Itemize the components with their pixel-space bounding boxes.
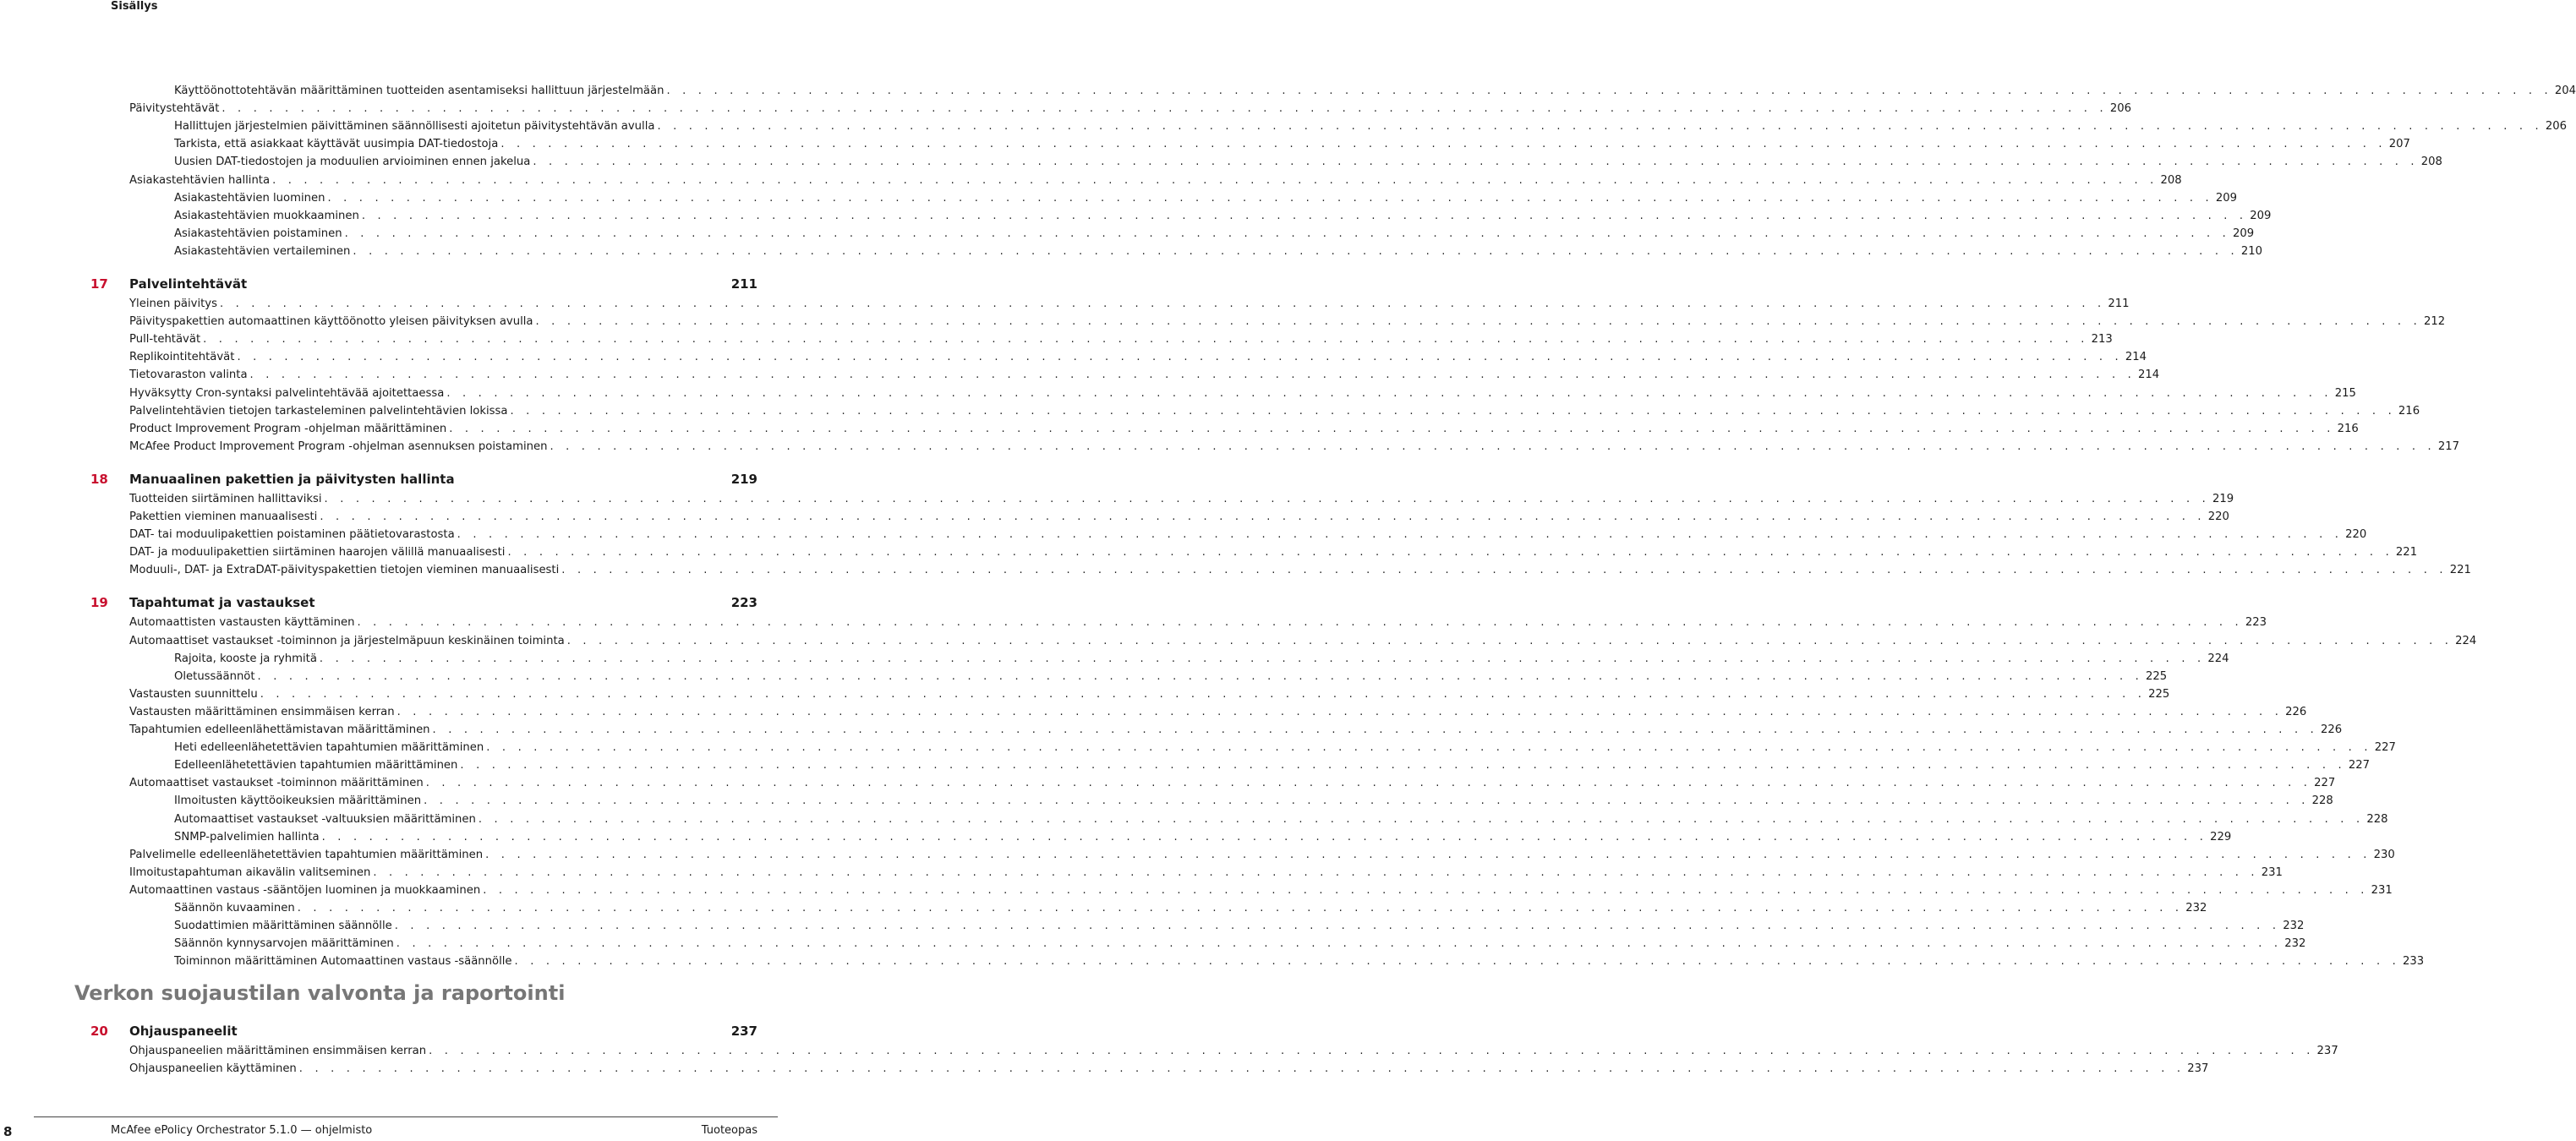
toc-entry[interactable]: [129, 1057, 2209, 1076]
dot-leader: . . . . . . . . . . . . . . . . . . . . . . . . . . . . . . . . . . . . . . . . . . . . . . . . . . . . . . . . . . . . . . . . . . . . . . . . . . . . . . . . . . . . . . . . . . . . . . . . . . . . . . . . . . . . . . . . . . . . . . . .: [510, 404, 2396, 418]
toc-entry-title: Säännön kuvaaminen: [174, 902, 298, 915]
toc-entry-title: Ohjauspaneelien määrittäminen ensimmäisen kerran: [129, 1045, 429, 1058]
toc-entry[interactable]: [174, 932, 2306, 951]
toc-entry[interactable]: [174, 79, 2576, 98]
toc-entry-page: 225: [2148, 687, 2170, 701]
toc-entry-page: 216: [2398, 404, 2420, 418]
footer-product: McAfee ePolicy Orchestrator 5.1.0 — ohjelmisto: [111, 1124, 373, 1137]
toc-entry-page: 226: [2285, 705, 2307, 718]
toc-entry[interactable]: [129, 1040, 2338, 1058]
toc-entry[interactable]: [129, 169, 2182, 188]
toc-entry-title: Käyttöönottotehtävän määrittäminen tuotteiden asentamiseksi hallittuun järjestelmään: [174, 85, 666, 98]
toc-entry-title: Säännön kynnysarvojen määrittäminen: [174, 937, 397, 951]
footer-page-number: 8: [3, 1124, 13, 1139]
toc-entry-title: Asiakastehtävien vertaileminen: [174, 245, 353, 259]
toc-entry-title: Toiminnon määrittäminen Automaattinen vastaus -säännölle: [174, 955, 515, 969]
dot-leader: . . . . . . . . . . . . . . . . . . . . . . . . . . . . . . . . . . . . . . . . . . . . . . . . . . . . . . . . . . . . . . . . . . . . . . . . . . . . . . . . . . . . . . . . . . . . . . . . . . . . . . . . . . . . . . . . . . . . . . . .: [272, 173, 2158, 187]
dot-leader: . . . . . . . . . . . . . . . . . . . . . . . . . . . . . . . . . . . . . . . . . . . . . . . . . . . . . . . . . . . . . . . . . . . . . . . . . . . . . . . . . . . . . . . . . . . . . . . . . . . . . . . . . . . . . . . . . . . . . . . .: [425, 777, 2312, 790]
dot-leader: . . . . . . . . . . . . . . . . . . . . . . . . . . . . . . . . . . . . . . . . . . . . . . . . . . . . . . . . . . . . . . . . . . . . . . . . . . . . . . . . . . . . . . . . . . . . . . . . . . . . . . . . . . . . . . . . . . . . . . . .: [203, 333, 2089, 347]
toc-entry[interactable]: [129, 488, 2234, 506]
toc-entry-title: DAT- ja moduulipakettien siirtäminen haarojen välillä manuaalisesti: [129, 546, 507, 560]
toc-entry-page: 214: [2137, 369, 2160, 382]
chapter-number: 19: [90, 595, 108, 611]
toc-entry[interactable]: [129, 346, 2147, 364]
toc-entry-title: Moduuli-, DAT- ja ExtraDAT-päivityspakettien tietojen vieminen manuaalisesti: [129, 564, 561, 577]
toc-entry-page: 230: [2373, 848, 2395, 861]
toc-entry-page: 228: [2311, 794, 2333, 808]
toc-entry[interactable]: [174, 205, 2272, 223]
toc-entry[interactable]: [129, 861, 2283, 880]
toc-entry-title: Palvelimelle edelleenlähetettävien tapahtumien määrittäminen: [129, 849, 485, 862]
toc-entry[interactable]: [174, 665, 2168, 684]
toc-entry-title: Oletussäännöt: [174, 670, 258, 684]
toc-entry-page: 208: [2420, 156, 2442, 169]
dot-leader: . . . . . . . . . . . . . . . . . . . . . . . . . . . . . . . . . . . . . . . . . . . . . . . . . . . . . . . . . . . . . . . . . . . . . . . . . . . . . . . . . . . . . . . . . . . . . . . . . . . . . . . . . . . . . . . . . . . . . . . .: [353, 244, 2239, 258]
dot-leader: . . . . . . . . . . . . . . . . . . . . . . . . . . . . . . . . . . . . . . . . . . . . . . . . . . . . . . . . . . . . . . . . . . . . . . . . . . . . . . . . . . . . . . . . . . . . . . . . . . . . . . . . . . . . . . . . . . . . . . . .: [500, 138, 2387, 151]
toc-entry-page: 232: [2284, 937, 2306, 951]
dot-leader: . . . . . . . . . . . . . . . . . . . . . . . . . . . . . . . . . . . . . . . . . . . . . . . . . . . . . . . . . . . . . . . . . . . . . . . . . . . . . . . . . . . . . . . . . . . . . . . . . . . . . . . . . . . . . . . . . . . . . . . .: [222, 102, 2108, 116]
dot-leader: . . . . . . . . . . . . . . . . . . . . . . . . . . . . . . . . . . . . . . . . . . . . . . . . . . . . . . . . . . . . . . . . . . . . . . . . . . . . . . . . . . . . . . . . . . . . . . . . . . . . . . . . . . . . . . . . . . . . . . . .: [320, 510, 2206, 523]
dot-leader: . . . . . . . . . . . . . . . . . . . . . . . . . . . . . . . . . . . . . . . . . . . . . . . . . . . . . . . . . . . . . . . . . . . . . . . . . . . . . . . . . . . . . . . . . . . . . . . . . . . . . . . . . . . . . . . . . . . . . . . .: [666, 85, 2552, 97]
dot-leader: . . . . . . . . . . . . . . . . . . . . . . . . . . . . . . . . . . . . . . . . . . . . . . . . . . . . . . . . . . . . . . . . . . . . . . . . . . . . . . . . . . . . . . . . . . . . . . . . . . . . . . . . . . . . . . . . . . . . . . . .: [561, 564, 2447, 577]
toc-entry-page: 221: [2449, 564, 2471, 577]
dot-leader: . . . . . . . . . . . . . . . . . . . . . . . . . . . . . . . . . . . . . . . . . . . . . . . . . . . . . . . . . . . . . . . . . . . . . . . . . . . . . . . . . . . . . . . . . . . . . . . . . . . . . . . . . . . . . . . . . . . . . . . .: [507, 546, 2393, 560]
dot-leader: . . . . . . . . . . . . . . . . . . . . . . . . . . . . . . . . . . . . . . . . . . . . . . . . . . . . . . . . . . . . . . . . . . . . . . . . . . . . . . . . . . . . . . . . . . . . . . . . . . . . . . . . . . . . . . . . . . . . . . . .: [327, 191, 2213, 205]
toc-entry-page: 206: [2545, 120, 2568, 134]
dot-leader: . . . . . . . . . . . . . . . . . . . . . . . . . . . . . . . . . . . . . . . . . . . . . . . . . . . . . . . . . . . . . . . . . . . . . . . . . . . . . . . . . . . . . . . . . . . . . . . . . . . . . . . . . . . . . . . . . . . . . . . .: [297, 902, 2184, 914]
toc-entry[interactable]: [129, 683, 2170, 702]
toc-entry-title: Asiakastehtävien luominen: [174, 192, 327, 205]
dot-leader: . . . . . . . . . . . . . . . . . . . . . . . . . . . . . . . . . . . . . . . . . . . . . . . . . . . . . . . . . . . . . . . . . . . . . . . . . . . . . . . . . . . . . . . . . . . . . . . . . . . . . . . . . . . . . . . . . . . . . . . .: [429, 1045, 2315, 1057]
chapter-title: Tapahtumat ja vastaukset: [129, 595, 315, 611]
dot-leader: . . . . . . . . . . . . . . . . . . . . . . . . . . . . . . . . . . . . . . . . . . . . . . . . . . . . . . . . . . . . . . . . . . . . . . . . . . . . . . . . . . . . . . . . . . . . . . . . . . . . . . . . . . . . . . . . . . . . . . . .: [446, 386, 2333, 400]
toc-entry-page: 209: [2250, 209, 2272, 222]
toc-entry-page: 213: [2091, 333, 2113, 347]
dot-leader: . . . . . . . . . . . . . . . . . . . . . . . . . . . . . . . . . . . . . . . . . . . . . . . . . . . . . . . . . . . . . . . . . . . . . . . . . . . . . . . . . . . . . . . . . . . . . . . . . . . . . . . . . . . . . . . . . . . . . . . .: [319, 652, 2206, 665]
toc-entry-page: 233: [2402, 955, 2425, 969]
toc-entry-page: 219: [2212, 492, 2234, 505]
toc-entry-page: 214: [2125, 351, 2147, 364]
dot-leader: . . . . . . . . . . . . . . . . . . . . . . . . . . . . . . . . . . . . . . . . . . . . . . . . . . . . . . . . . . . . . . . . . . . . . . . . . . . . . . . . . . . . . . . . . . . . . . . . . . . . . . . . . . . . . . . . . . . . . . . .: [361, 209, 2248, 222]
toc-entry-page: 231: [2371, 883, 2393, 897]
dot-leader: . . . . . . . . . . . . . . . . . . . . . . . . . . . . . . . . . . . . . . . . . . . . . . . . . . . . . . . . . . . . . . . . . . . . . . . . . . . . . . . . . . . . . . . . . . . . . . . . . . . . . . . . . . . . . . . . . . . . . . . .: [373, 865, 2259, 879]
dot-leader: . . . . . . . . . . . . . . . . . . . . . . . . . . . . . . . . . . . . . . . . . . . . . . . . . . . . . . . . . . . . . . . . . . . . . . . . . . . . . . . . . . . . . . . . . . . . . . . . . . . . . . . . . . . . . . . . . . . . . . . .: [321, 830, 2208, 843]
toc-entry[interactable]: [174, 150, 2442, 169]
toc-entry-page: 232: [2185, 902, 2207, 914]
toc-entry[interactable]: [174, 914, 2305, 933]
dot-leader: . . . . . . . . . . . . . . . . . . . . . . . . . . . . . . . . . . . . . . . . . . . . . . . . . . . . . . . . . . . . . . . . . . . . . . . . . . . . . . . . . . . . . . . . . . . . . . . . . . . . . . . . . . . . . . . . . . . . . . . .: [260, 687, 2147, 701]
dot-leader: . . . . . . . . . . . . . . . . . . . . . . . . . . . . . . . . . . . . . . . . . . . . . . . . . . . . . . . . . . . . . . . . . . . . . . . . . . . . . . . . . . . . . . . . . . . . . . . . . . . . . . . . . . . . . . . . . . . . . . . .: [324, 492, 2210, 505]
dot-leader: . . . . . . . . . . . . . . . . . . . . . . . . . . . . . . . . . . . . . . . . . . . . . . . . . . . . . . . . . . . . . . . . . . . . . . . . . . . . . . . . . . . . . . . . . . . . . . . . . . . . . . . . . . . . . . . . . . . . . . . .: [219, 298, 2106, 310]
toc-entry-page: 207: [2388, 138, 2410, 151]
dot-leader: . . . . . . . . . . . . . . . . . . . . . . . . . . . . . . . . . . . . . . . . . . . . . . . . . . . . . . . . . . . . . . . . . . . . . . . . . . . . . . . . . . . . . . . . . . . . . . . . . . . . . . . . . . . . . . . . . . . . . . . .: [298, 1062, 2185, 1076]
dot-leader: . . . . . . . . . . . . . . . . . . . . . . . . . . . . . . . . . . . . . . . . . . . . . . . . . . . . . . . . . . . . . . . . . . . . . . . . . . . . . . . . . . . . . . . . . . . . . . . . . . . . . . . . . . . . . . . . . . . . . . . .: [396, 937, 2283, 951]
toc-entry-title: Vastausten suunnittelu: [129, 688, 260, 702]
chapter-heading[interactable]: [90, 273, 757, 292]
toc-entry-page: 215: [2334, 386, 2356, 400]
toc-entry[interactable]: [129, 879, 2393, 898]
toc-entry-page: 224: [2207, 652, 2229, 665]
toc-entry-title: Pakettien vieminen manuaalisesti: [129, 510, 320, 524]
chapter-heading[interactable]: [90, 592, 757, 610]
toc-entry-title: Päivityspakettien automaattinen käyttöönotto yleisen päivityksen avulla: [129, 315, 536, 329]
dot-leader: . . . . . . . . . . . . . . . . . . . . . . . . . . . . . . . . . . . . . . . . . . . . . . . . . . . . . . . . . . . . . . . . . . . . . . . . . . . . . . . . . . . . . . . . . . . . . . . . . . . . . . . . . . . . . . . . . . . . . . . .: [249, 369, 2136, 382]
toc-entry-page: 227: [2374, 741, 2396, 755]
chapter-page: 223: [730, 595, 757, 611]
toc-entry[interactable]: [129, 363, 2160, 382]
toc-entry-title: Tarkista, että asiakkaat käyttävät uusimpia DAT-tiedostoja: [174, 138, 500, 151]
chapter-heading[interactable]: [90, 468, 757, 487]
dot-leader: . . . . . . . . . . . . . . . . . . . . . . . . . . . . . . . . . . . . . . . . . . . . . . . . . . . . . . . . . . . . . . . . . . . . . . . . . . . . . . . . . . . . . . . . . . . . . . . . . . . . . . . . . . . . . . . . . . . . . . . .: [237, 351, 2123, 364]
dot-leader: . . . . . . . . . . . . . . . . . . . . . . . . . . . . . . . . . . . . . . . . . . . . . . . . . . . . . . . . . . . . . . . . . . . . . . . . . . . . . . . . . . . . . . . . . . . . . . . . . . . . . . . . . . . . . . . . . . . . . . . .: [344, 227, 2231, 240]
dot-leader: . . . . . . . . . . . . . . . . . . . . . . . . . . . . . . . . . . . . . . . . . . . . . . . . . . . . . . . . . . . . . . . . . . . . . . . . . . . . . . . . . . . . . . . . . . . . . . . . . . . . . . . . . . . . . . . . . . . . . . . .: [478, 812, 2365, 826]
toc-entry-title: Pull-tehtävät: [129, 333, 203, 347]
toc-entry[interactable]: [129, 505, 2229, 524]
toc-entry[interactable]: [129, 843, 2395, 862]
dot-leader: . . . . . . . . . . . . . . . . . . . . . . . . . . . . . . . . . . . . . . . . . . . . . . . . . . . . . . . . . . . . . . . . . . . . . . . . . . . . . . . . . . . . . . . . . . . . . . . . . . . . . . . . . . . . . . . . . . . . . . . .: [457, 528, 2344, 542]
toc-entry-page: 204: [2554, 85, 2576, 97]
toc-entry[interactable]: [174, 950, 2425, 969]
chapter-page: 211: [730, 276, 757, 292]
running-header: Sisällys: [111, 0, 158, 13]
toc-entry-title: Asiakastehtävien muokkaaminen: [174, 210, 362, 223]
toc-entry[interactable]: [129, 292, 2130, 311]
toc-entry-page: 227: [2348, 759, 2371, 772]
toc-entry[interactable]: [174, 789, 2333, 808]
toc-entry[interactable]: [174, 897, 2207, 915]
toc-entry-page: 223: [2245, 616, 2267, 630]
toc-entry-title: Hallittujen järjestelmien päivittäminen säännöllisesti ajoitetun päivitystehtävän avulla: [174, 120, 657, 134]
dot-leader: . . . . . . . . . . . . . . . . . . . . . . . . . . . . . . . . . . . . . . . . . . . . . . . . . . . . . . . . . . . . . . . . . . . . . . . . . . . . . . . . . . . . . . . . . . . . . . . . . . . . . . . . . . . . . . . . . . . . . . . .: [535, 315, 2421, 329]
toc-entry[interactable]: [129, 541, 2418, 560]
toc-entry-title: Heti edelleenlähetettävien tapahtumien määrittäminen: [174, 741, 486, 755]
toc-entry-page: 208: [2160, 173, 2182, 187]
toc-entry-title: Automaattiset vastaukset -toiminnon ja järjestelmäpuun keskinäinen toiminta: [129, 635, 567, 648]
toc-entry-title: Automaattisten vastausten käyttäminen: [129, 616, 357, 630]
toc-entry-title: Uusien DAT-tiedostojen ja moduulien arvioiminen ennen jakelua: [174, 156, 533, 169]
toc-entry-title: Tapahtumien edelleenlähettämistavan määrittäminen: [129, 723, 433, 737]
toc-entry[interactable]: [174, 115, 2568, 134]
part-title: Verkon suojaustilan valvonta ja raportointi: [74, 981, 566, 1005]
toc-entry-title: DAT- tai moduulipakettien poistaminen päätietovarastosta: [129, 528, 457, 542]
toc-entry[interactable]: [129, 97, 2131, 116]
footer-divider: [34, 1116, 778, 1117]
chapter-number: 18: [90, 471, 108, 487]
toc-entry[interactable]: [129, 718, 2343, 737]
toc-entry-title: Automaattiset vastaukset -valtuuksien määrittäminen: [174, 813, 479, 827]
toc-entry[interactable]: [129, 611, 2267, 630]
toc-entry[interactable]: [129, 701, 2307, 719]
toc-entry-title: Rajoita, kooste ja ryhmitä: [174, 652, 320, 666]
toc-entry-title: Ilmoitustapahtuman aikavälin valitseminen: [129, 866, 373, 880]
dot-leader: . . . . . . . . . . . . . . . . . . . . . . . . . . . . . . . . . . . . . . . . . . . . . . . . . . . . . . . . . . . . . . . . . . . . . . . . . . . . . . . . . . . . . . . . . . . . . . . . . . . . . . . . . . . . . . . . . . . . . . . .: [432, 723, 2318, 736]
toc-entry[interactable]: [129, 400, 2420, 418]
dot-leader: . . . . . . . . . . . . . . . . . . . . . . . . . . . . . . . . . . . . . . . . . . . . . . . . . . . . . . . . . . . . . . . . . . . . . . . . . . . . . . . . . . . . . . . . . . . . . . . . . . . . . . . . . . . . . . . . . . . . . . . .: [657, 120, 2543, 134]
toc-entry-page: 216: [2337, 422, 2359, 435]
toc-entry-title: Asiakastehtävien hallinta: [129, 174, 272, 188]
toc-entry-page: 225: [2145, 669, 2168, 683]
dot-leader: . . . . . . . . . . . . . . . . . . . . . . . . . . . . . . . . . . . . . . . . . . . . . . . . . . . . . . . . . . . . . . . . . . . . . . . . . . . . . . . . . . . . . . . . . . . . . . . . . . . . . . . . . . . . . . . . . . . . . . . .: [397, 705, 2283, 718]
toc-entry-title: Asiakastehtävien poistaminen: [174, 227, 345, 241]
toc-entry-title: Automaattiset vastaukset -toiminnon määrittäminen: [129, 777, 426, 790]
toc-entry-page: 221: [2395, 546, 2418, 560]
dot-leader: . . . . . . . . . . . . . . . . . . . . . . . . . . . . . . . . . . . . . . . . . . . . . . . . . . . . . . . . . . . . . . . . . . . . . . . . . . . . . . . . . . . . . . . . . . . . . . . . . . . . . . . . . . . . . . . . . . . . . . . .: [533, 156, 2419, 169]
toc-entry-page: 211: [2108, 298, 2130, 310]
toc-entry-page: 206: [2109, 102, 2131, 116]
toc-entry-page: 232: [2283, 920, 2305, 933]
toc-entry-page: 229: [2210, 830, 2232, 843]
toc-entry-page: 212: [2423, 315, 2446, 329]
dot-leader: . . . . . . . . . . . . . . . . . . . . . . . . . . . . . . . . . . . . . . . . . . . . . . . . . . . . . . . . . . . . . . . . . . . . . . . . . . . . . . . . . . . . . . . . . . . . . . . . . . . . . . . . . . . . . . . . . . . . . . . .: [514, 955, 2400, 969]
toc-entry-page: 231: [2261, 865, 2283, 879]
toc-entry-page: 210: [2240, 244, 2263, 258]
toc-entry[interactable]: [174, 754, 2371, 772]
toc-entry[interactable]: [129, 328, 2113, 347]
toc-entry-page: 224: [2455, 634, 2477, 647]
toc-entry-page: 226: [2320, 723, 2343, 736]
toc-entry-page: 209: [2233, 227, 2255, 240]
dot-leader: . . . . . . . . . . . . . . . . . . . . . . . . . . . . . . . . . . . . . . . . . . . . . . . . . . . . . . . . . . . . . . . . . . . . . . . . . . . . . . . . . . . . . . . . . . . . . . . . . . . . . . . . . . . . . . . . . . . . . . . .: [483, 883, 2369, 897]
chapter-page: 219: [730, 471, 757, 487]
toc-entry[interactable]: [174, 222, 2255, 241]
toc-entry-title: Palvelintehtävien tietojen tarkasteleminen palvelintehtävien lokissa: [129, 405, 510, 418]
toc-entry[interactable]: [129, 523, 2367, 542]
chapter-number: 20: [90, 1024, 108, 1039]
toc-entry-title: Vastausten määrittäminen ensimmäisen kerran: [129, 706, 397, 719]
toc-entry[interactable]: [129, 435, 2460, 454]
footer-doc-type: Tuoteopas: [701, 1124, 757, 1137]
chapter-heading[interactable]: [90, 1020, 757, 1039]
dot-leader: . . . . . . . . . . . . . . . . . . . . . . . . . . . . . . . . . . . . . . . . . . . . . . . . . . . . . . . . . . . . . . . . . . . . . . . . . . . . . . . . . . . . . . . . . . . . . . . . . . . . . . . . . . . . . . . . . . . . . . . .: [485, 848, 2371, 861]
toc-entry-title: Suodattimien määrittäminen säännölle: [174, 920, 395, 933]
toc-entry-title: Replikointitehtävät: [129, 351, 237, 364]
toc-entry-title: Tietovaraston valinta: [129, 369, 250, 382]
toc-entry-page: 237: [2187, 1062, 2209, 1076]
chapter-title: Palvelintehtävät: [129, 276, 248, 292]
chapter-page: 237: [730, 1024, 757, 1039]
toc-entry-title: Yleinen päivitys: [129, 298, 220, 311]
toc-entry-page: 220: [2345, 528, 2367, 542]
chapter-title: Manuaalinen pakettien ja päivitysten hallinta: [129, 471, 455, 487]
toc-entry[interactable]: [129, 382, 2356, 401]
toc-entry[interactable]: [129, 630, 2477, 648]
toc-entry-page: 227: [2314, 777, 2336, 790]
toc-entry-page: 217: [2437, 439, 2460, 453]
toc-entry-title: Edelleenlähetettävien tapahtumien määrittäminen: [174, 759, 460, 772]
dot-leader: . . . . . . . . . . . . . . . . . . . . . . . . . . . . . . . . . . . . . . . . . . . . . . . . . . . . . . . . . . . . . . . . . . . . . . . . . . . . . . . . . . . . . . . . . . . . . . . . . . . . . . . . . . . . . . . . . . . . . . . .: [257, 669, 2143, 683]
dot-leader: . . . . . . . . . . . . . . . . . . . . . . . . . . . . . . . . . . . . . . . . . . . . . . . . . . . . . . . . . . . . . . . . . . . . . . . . . . . . . . . . . . . . . . . . . . . . . . . . . . . . . . . . . . . . . . . . . . . . . . . .: [357, 616, 2243, 630]
toc-entry-page: 237: [2316, 1045, 2338, 1057]
dot-leader: . . . . . . . . . . . . . . . . . . . . . . . . . . . . . . . . . . . . . . . . . . . . . . . . . . . . . . . . . . . . . . . . . . . . . . . . . . . . . . . . . . . . . . . . . . . . . . . . . . . . . . . . . . . . . . . . . . . . . . . .: [566, 634, 2453, 647]
chapter-title: Ohjauspaneelit: [129, 1024, 238, 1039]
toc-entry-title: McAfee Product Improvement Program -ohjelman asennuksen poistaminen: [129, 440, 550, 454]
toc-entry[interactable]: [174, 240, 2263, 259]
toc-entry[interactable]: [174, 808, 2388, 827]
dot-leader: . . . . . . . . . . . . . . . . . . . . . . . . . . . . . . . . . . . . . . . . . . . . . . . . . . . . . . . . . . . . . . . . . . . . . . . . . . . . . . . . . . . . . . . . . . . . . . . . . . . . . . . . . . . . . . . . . . . . . . . .: [550, 439, 2436, 453]
dot-leader: . . . . . . . . . . . . . . . . . . . . . . . . . . . . . . . . . . . . . . . . . . . . . . . . . . . . . . . . . . . . . . . . . . . . . . . . . . . . . . . . . . . . . . . . . . . . . . . . . . . . . . . . . . . . . . . . . . . . . . . .: [486, 741, 2372, 755]
toc-entry[interactable]: [174, 647, 2229, 666]
toc-entry-title: Hyväksytty Cron-syntaksi palvelintehtävää ajoitettaessa: [129, 387, 446, 401]
toc-entry-title: Ilmoitusten käyttöoikeuksien määrittäminen: [174, 794, 424, 808]
toc-entry[interactable]: [129, 310, 2446, 329]
toc-entry[interactable]: [129, 418, 2359, 436]
toc-entry-title: Product Improvement Program -ohjelman määrittäminen: [129, 423, 449, 436]
toc-entry-page: 220: [2207, 510, 2229, 523]
toc-entry[interactable]: [174, 187, 2238, 205]
toc-entry[interactable]: [129, 772, 2336, 790]
chapter-number: 17: [90, 276, 108, 292]
toc-entry[interactable]: [174, 736, 2396, 755]
toc-entry-title: Päivitystehtävät: [129, 102, 222, 116]
toc-entry-page: 228: [2366, 812, 2388, 826]
toc-entry[interactable]: [174, 826, 2232, 844]
toc-entry-title: Automaattinen vastaus -sääntöjen luominen ja muokkaaminen: [129, 884, 483, 898]
toc-entry-page: 209: [2215, 191, 2238, 205]
toc-entry-title: Tuotteiden siirtäminen hallittaviksi: [129, 493, 325, 506]
toc-entry-title: Ohjauspaneelien käyttäminen: [129, 1062, 299, 1076]
dot-leader: . . . . . . . . . . . . . . . . . . . . . . . . . . . . . . . . . . . . . . . . . . . . . . . . . . . . . . . . . . . . . . . . . . . . . . . . . . . . . . . . . . . . . . . . . . . . . . . . . . . . . . . . . . . . . . . . . . . . . . . .: [394, 920, 2281, 933]
dot-leader: . . . . . . . . . . . . . . . . . . . . . . . . . . . . . . . . . . . . . . . . . . . . . . . . . . . . . . . . . . . . . . . . . . . . . . . . . . . . . . . . . . . . . . . . . . . . . . . . . . . . . . . . . . . . . . . . . . . . . . . .: [424, 794, 2310, 808]
dot-leader: . . . . . . . . . . . . . . . . . . . . . . . . . . . . . . . . . . . . . . . . . . . . . . . . . . . . . . . . . . . . . . . . . . . . . . . . . . . . . . . . . . . . . . . . . . . . . . . . . . . . . . . . . . . . . . . . . . . . . . . .: [460, 759, 2346, 772]
toc-entry[interactable]: [174, 133, 2410, 151]
toc-entry[interactable]: [129, 559, 2471, 577]
dot-leader: . . . . . . . . . . . . . . . . . . . . . . . . . . . . . . . . . . . . . . . . . . . . . . . . . . . . . . . . . . . . . . . . . . . . . . . . . . . . . . . . . . . . . . . . . . . . . . . . . . . . . . . . . . . . . . . . . . . . . . . .: [449, 422, 2335, 435]
toc-entry-title: SNMP-palvelimien hallinta: [174, 831, 322, 844]
